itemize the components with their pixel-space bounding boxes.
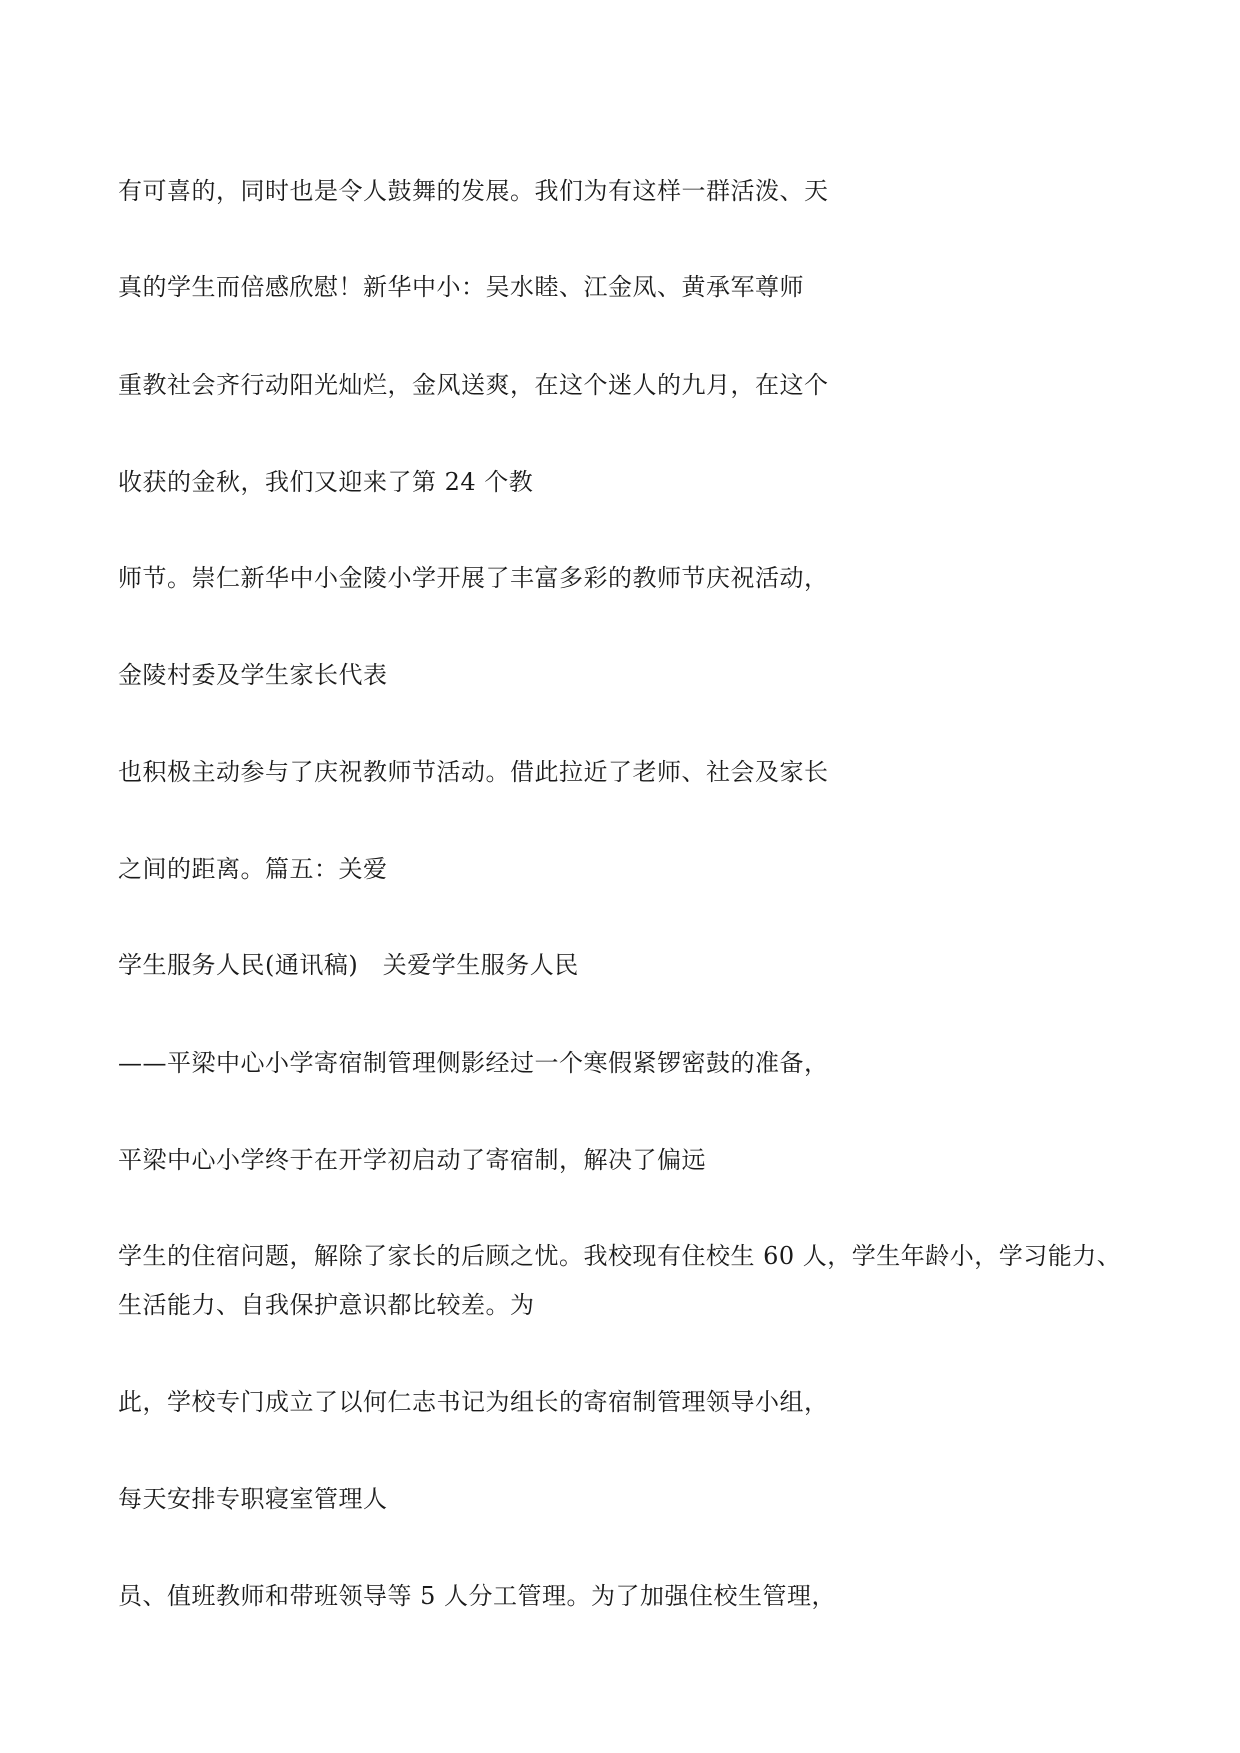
- text-line-16: 员、值班教师和带班领导等 5 人分工管理。为了加强住校生管理，: [118, 1582, 837, 1610]
- text-line-7: 也积极主动参与了庆祝教师节活动。借此拉近了老师、社会及家长: [118, 758, 829, 786]
- text-line-8: 之间的距离。篇五：关爱: [118, 855, 388, 883]
- text-line-12: 学生的住宿问题，解除了家长的后顾之忧。我校现有住校生 60 人，学生年龄小，学习能力、: [118, 1242, 1122, 1270]
- text-line-3: 重教社会齐行动阳光灿烂，金风送爽，在这个迷人的九月，在这个: [118, 371, 829, 399]
- text-line-6: 金陵村委及学生家长代表: [118, 661, 388, 689]
- text-line-9: 学生服务人民(通讯稿) 关爱学生服务人民: [118, 951, 579, 979]
- text-line-2: 真的学生而倍感欣慰！新华中小：吴水睦、江金凤、黄承军尊师: [118, 273, 804, 301]
- text-line-14: 此，学校专门成立了以何仁志书记为组长的寄宿制管理领导小组，: [118, 1388, 829, 1416]
- text-line-5: 师节。崇仁新华中小金陵小学开展了丰富多彩的教师节庆祝活动，: [118, 564, 829, 592]
- text-line-4: 收获的金秋，我们又迎来了第 24 个教: [118, 468, 534, 496]
- text-line-11: 平梁中心小学终于在开学初启动了寄宿制，解决了偏远: [118, 1146, 706, 1174]
- text-line-13: 生活能力、自我保护意识都比较差。为: [118, 1291, 535, 1319]
- text-line-1: 有可喜的，同时也是令人鼓舞的发展。我们为有这样一群活泼、天: [118, 177, 829, 205]
- text-line-10: ——平梁中心小学寄宿制管理侧影经过一个寒假紧锣密鼓的准备，: [118, 1049, 829, 1077]
- text-line-15: 每天安排专职寝室管理人: [118, 1485, 388, 1513]
